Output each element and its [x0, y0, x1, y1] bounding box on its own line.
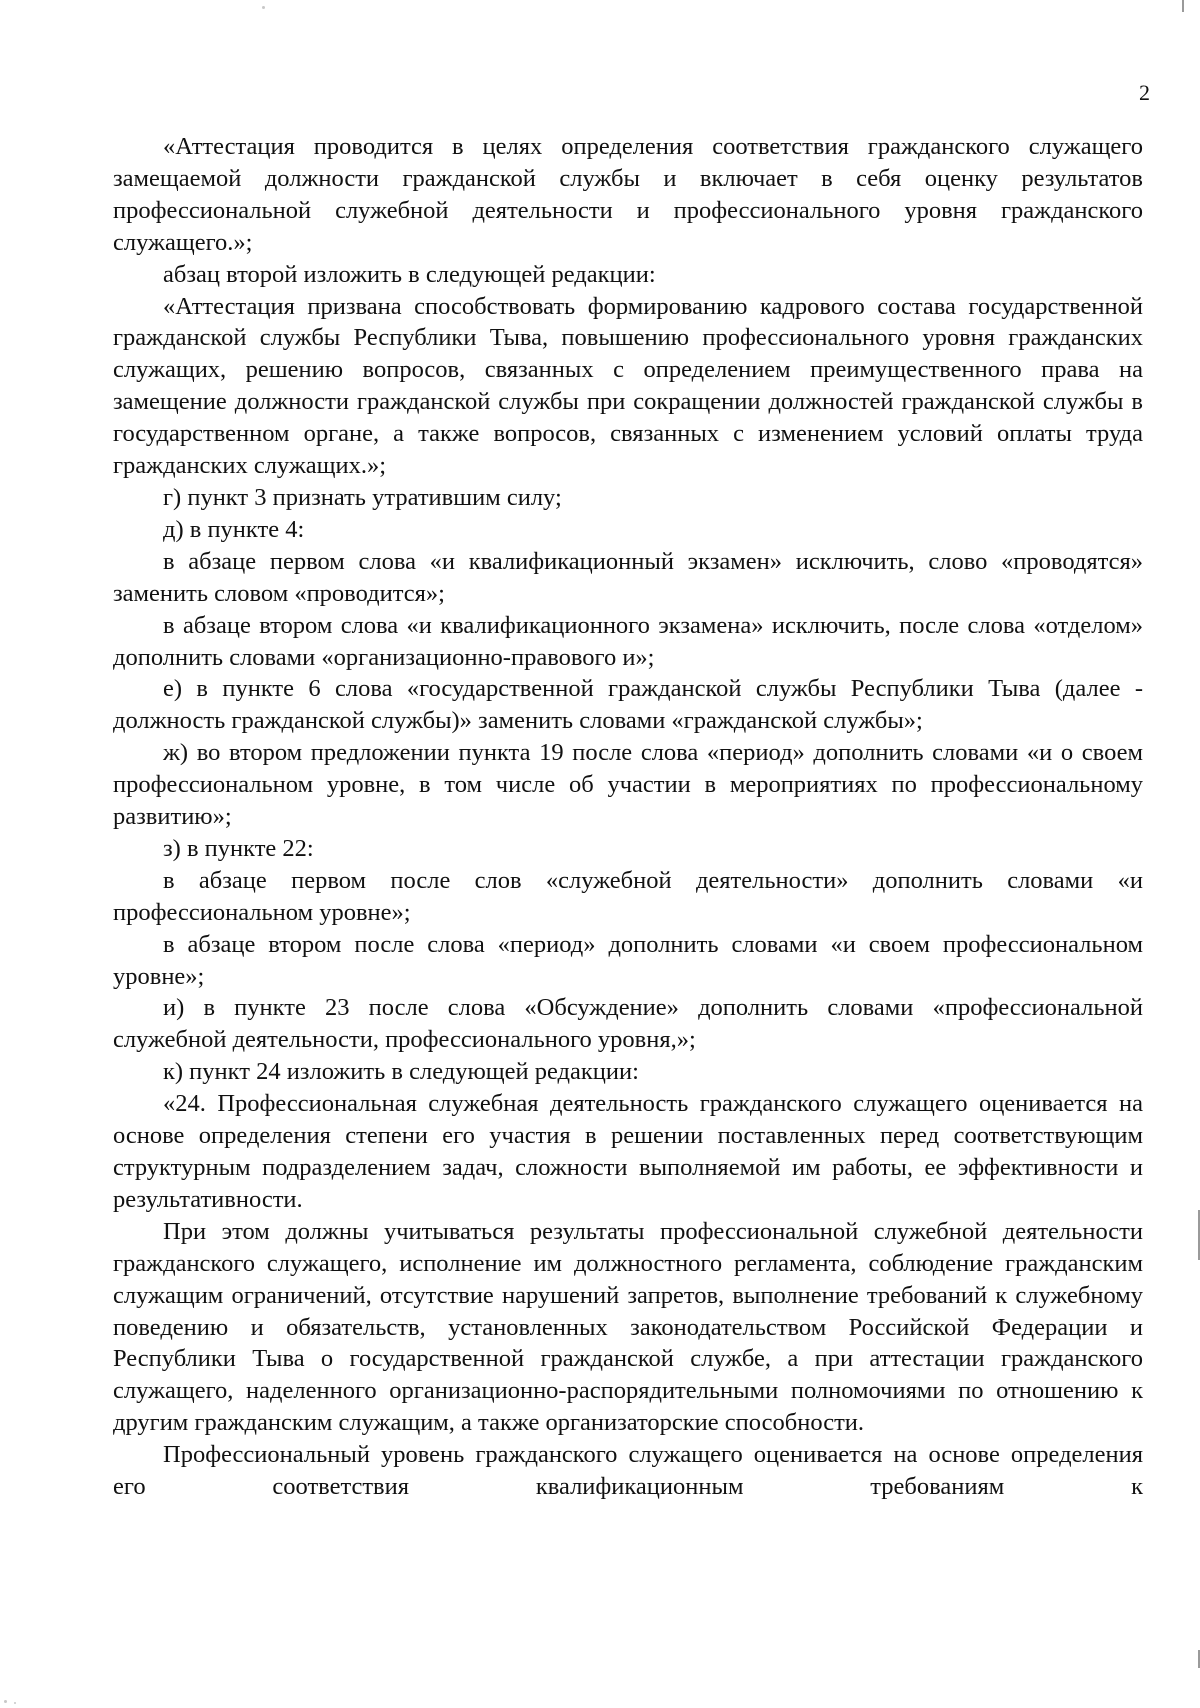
- paragraph: «Аттестация призвана способствовать формированию кадрового состава государственной гражданской службы Республики Тыва, повышению профессионального уровня гражданских служащих, решению вопросов, связанных с определением преимущественного права на замещение должности гражданской службы при сокращении должностей гражданской службы в государственном органе, а также вопросов, связанных с изменением условий оплаты труда гражданских служащих.»;: [113, 292, 1143, 480]
- paragraph: з) в пункте 22:: [163, 834, 314, 862]
- paragraph: г) пункт 3 признать утратившим силу;: [163, 483, 562, 511]
- page-number: 2: [1139, 80, 1150, 105]
- paragraph: в абзаце втором после слова «период» дополнить словами «и своем профессиональном уровне»;: [113, 930, 1143, 990]
- paragraph: е) в пункте 6 слова «государственной гражданской службы Республики Тыва (далее - должность гражданской службы)» заменить словами «гражданской службы»;: [113, 675, 1143, 735]
- paragraph: ж) во втором предложении пункта 19 после слова «период» дополнить словами «и о своем профессиональном уровне, в том числе об участии в мероприятиях по профессиональному развитию»;: [113, 739, 1143, 831]
- scan-edge-mark: [1182, 0, 1184, 12]
- scan-speck: [262, 6, 265, 9]
- paragraph: в абзаце первом после слов «служебной деятельности» дополнить словами «и профессиональном уровне»;: [113, 866, 1143, 926]
- paragraph: «Аттестация проводится в целях определения соответствия гражданского служащего замещаемой должности гражданской службы и включает в себя оценку результатов профессиональной служебной деятельности и профессионального уровня гражданского служащего.»;: [113, 133, 1143, 256]
- paragraph: При этом должны учитываться результаты профессиональной служебной деятельности гражданского служащего, исполнение им должностного регламента, соблюдение гражданским служащим ограничений, отсутствие нарушений запретов, выполнение требований к служебному поведению и обязательств, установленных законодательством Российской Федерации и Республики Тыва о государственной гражданской службе, а при аттестации гражданского служащего, наделенного организационно-распорядительными полномочиями по отношению к другим гражданским служащим, а также организаторские способности.: [113, 1217, 1143, 1437]
- paragraph: Профессиональный уровень гражданского служащего оценивается на основе определения его соответствия квалификационным требованиям к: [113, 1441, 1143, 1501]
- paragraph: к) пункт 24 изложить в следующей редакции:: [163, 1058, 639, 1086]
- paragraph: и) в пункте 23 после слова «Обсуждение» дополнить словами «профессиональной служебной деятельности, профессионального уровня,»;: [113, 994, 1143, 1054]
- paragraph: в абзаце первом слова «и квалификационный экзамен» исключить, слово «проводятся» заменить словом «проводится»;: [113, 547, 1143, 607]
- scan-speck: [14, 1702, 16, 1704]
- document-body: [113, 131, 1143, 1503]
- scan-speck: [4, 1700, 7, 1703]
- paragraph: абзац второй изложить в следующей редакции:: [163, 260, 656, 288]
- paragraph: в абзаце втором слова «и квалификационного экзамена» исключить, после слова «отделом» дополнить словами «организационно-правового и»;: [113, 611, 1143, 671]
- paragraph: д) в пункте 4:: [163, 515, 305, 543]
- paragraph: «24. Профессиональная служебная деятельность гражданского служащего оценивается на основе определения степени его участия в решении поставленных перед соответствующим структурным подразделением задач, сложности выполняемой им работы, ее эффективности и результативности.: [113, 1090, 1143, 1213]
